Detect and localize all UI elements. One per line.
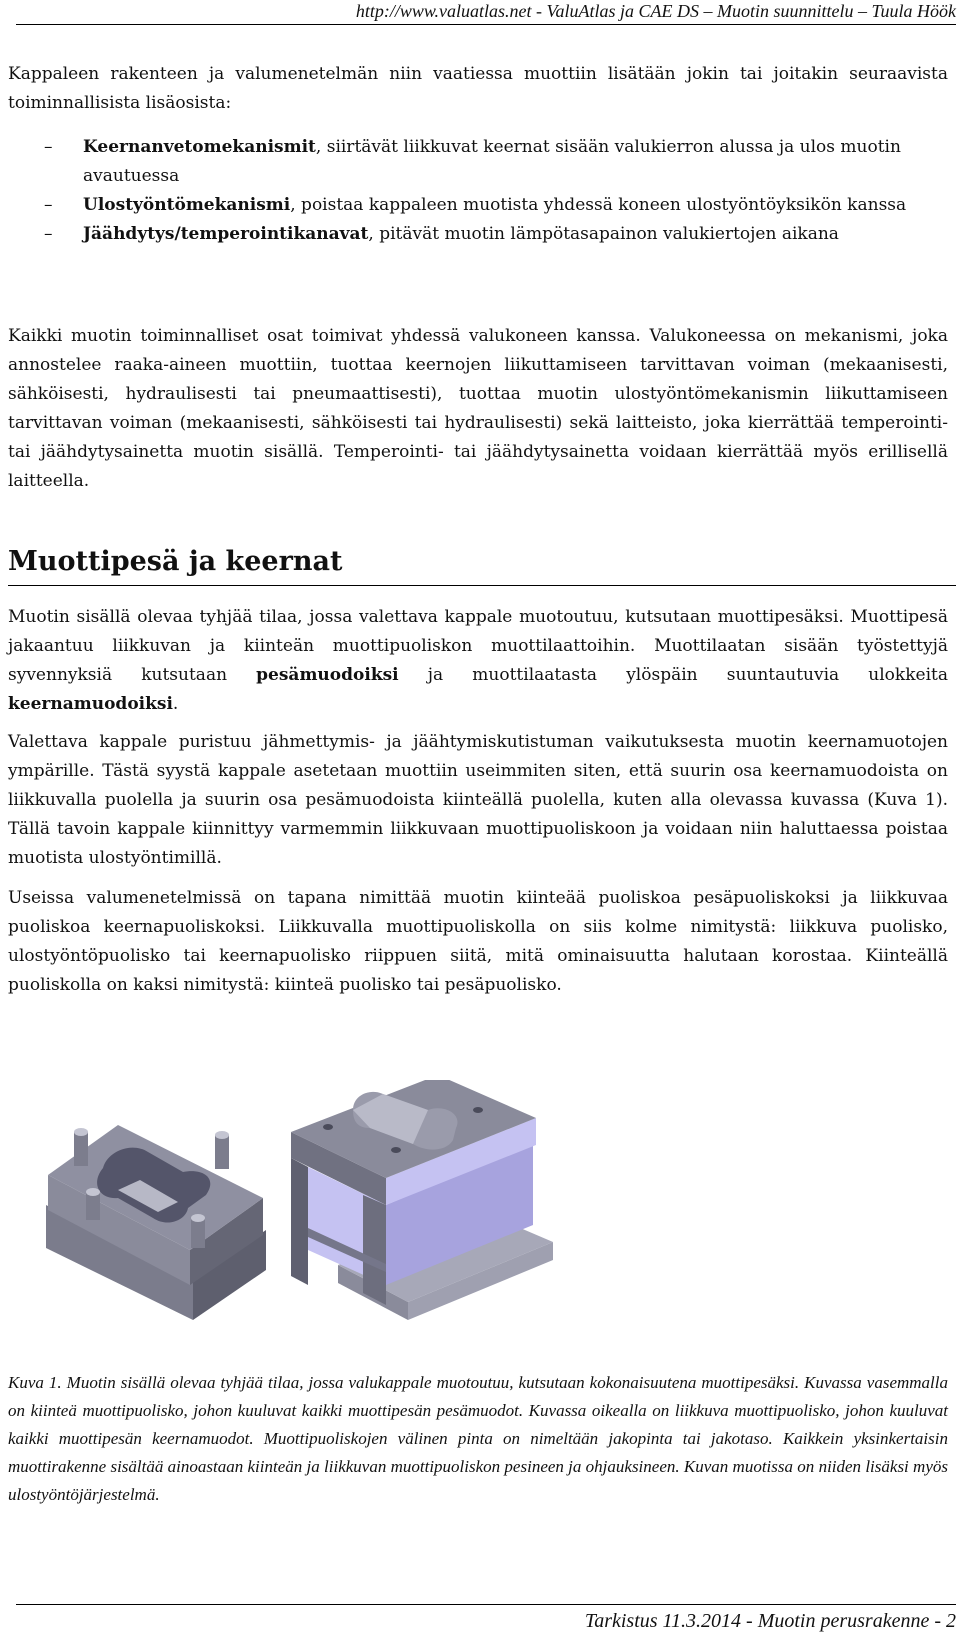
running-header: http://www.valuatlas.net - ValuAtlas ja CAE DS – Muotin suunnittelu – Tuula Höök: [16, 0, 956, 25]
figure-mold-halves: [8, 1080, 956, 1350]
text-run: .: [172, 694, 179, 714]
list-dash: –: [44, 137, 53, 157]
section-title: Muottipesä ja keernat: [8, 543, 956, 586]
term-pesamuodoiksi: pesämuodoiksi: [256, 665, 399, 685]
text-run: Muotin sisällä olevaa tyhjää tilaa, jossa valettava kappale muotoutuu, kutsutaan muottipesäksi. Muottipesä jakaantuu liikkuvan ja kiinteän muottipuoliskon muottilaattoihin. Muottilaatan sisään työstettyjä syvennyksiä kutsutaan: [8, 607, 948, 685]
list-term: Keernanvetomekanismit: [83, 137, 316, 157]
shrinkage-paragraph: Valettava kappale puristuu jähmettymis- ja jäähtymiskutistuman vaikutuksesta muotin keernamuotojen ympärille. Tästä syystä kappale asetetaan muottiin useimmiten siten, että suurin osa keernamuodoista on liikkuvalla puolella ja suurin osa pesämuodoista kiinteällä puolella, kuten alla olevassa kuvassa (Kuva 1). Tällä tavoin kappale kiinnittyy varmemmin liikkuvaan muottipuoliskoon ja voidaan niin haluttaessa poistaa muotista ulostyöntimillä.: [8, 732, 948, 868]
list-item: [8, 133, 948, 191]
list-text: , siirtävät liikkuvat keernat sisään valukierron alussa ja ulos muotin avautuessa: [83, 137, 901, 186]
list-dash: –: [44, 195, 53, 215]
list-dash: –: [44, 224, 53, 244]
intro-paragraph: Kappaleen rakenteen ja valumenetelmän niin vaatiessa muottiin lisätään jokin tai joitakin seuraavista toiminnallisista lisäosista:: [8, 64, 948, 113]
list-term: Jäähdytys/temperointikanavat: [83, 224, 369, 244]
term-keernamuodoiksi: keernamuodoiksi: [8, 694, 173, 714]
cavity-paragraph: [8, 603, 948, 719]
mold-illustration: [8, 1080, 956, 1350]
list-text: , pitävät muotin lämpötasapainon valukiertojen aikana: [368, 224, 839, 244]
list-item: [8, 191, 948, 220]
document-page: [8, 0, 956, 1641]
list-text: , poistaa kappaleen muotista yhdessä koneen ulostyöntöyksikön kanssa: [290, 195, 907, 215]
moving-mold-half: [291, 1080, 553, 1320]
naming-paragraph: Useissa valumenetelmissä on tapana nimittää muotin kiinteää puoliskoa pesäpuoliskoksi ja liikkuvaa puoliskoa keernapuoliskoksi. Liikkuvalla muottipuoliskolla on siis kolme nimitystä: liikkuva puolisko, ulostyöntöpuolisko tai keernapuolisko riippuen siitä, mitä ominaisuutta halutaan korostaa. Kiinteällä puoliskolla on kaksi nimitystä: kiinteä puolisko tai pesäpuolisko.: [8, 888, 948, 995]
page-footer: Tarkistus 11.3.2014 - Muotin perusrakenne - 2: [16, 1604, 956, 1641]
list-term: Ulostyöntömekanismi: [83, 195, 291, 215]
text-run: ja muottilaatasta ylöspäin suuntautuvia ulokkeita: [398, 665, 948, 685]
list-item: [8, 220, 948, 249]
component-list: [8, 133, 948, 249]
figure-caption: Kuva 1. Muotin sisällä olevaa tyhjää tilaa, jossa valukappale muotoutuu, kutsutaan kokonaisuutena muottipesäksi. Kuvassa vasemmalla on kiinteä muottipuolisko, johon kuuluvat kaikki muottipesän pesämuodot. Kuvassa oikealla on liikkuva muottipuolisko, johon kuuluvat kaikki muottipesän keernamuodot. Muottipuoliskojen välinen pinta on nimeltään jakopinta tai jakotaso. Kaikkein yksinkertaisin muottirakenne sisältää ainoastaan kiinteän ja liikkuvan muottipuoliskon pesineen ja ohjauksineen. Kuvan muotissa on niiden lisäksi myös ulostyöntöjärjestelmä.: [8, 1373, 948, 1504]
fixed-mold-half: [46, 1125, 266, 1320]
machine-paragraph: Kaikki muotin toiminnalliset osat toimivat yhdessä valukoneen kanssa. Valukoneessa on mekanismi, joka annostelee raaka-aineen muottiin, tuottaa keernojen liikuttamiseen tarvittavan voiman (mekaanisesti, sähköisesti, hydraulisesti tai pneumaattisesti), tuottaa muotin ulostyöntömekanismin liikuttamiseen tarvittavan voiman (mekaanisesti, sähköisesti tai hydraulisesti) sekä laitteisto, joka kierrättää temperointi- tai jäähdytysainetta muotin sisällä. Temperointi- tai jäähdytysainetta voidaan kierrättää myös erillisellä laitteella.: [8, 326, 948, 491]
